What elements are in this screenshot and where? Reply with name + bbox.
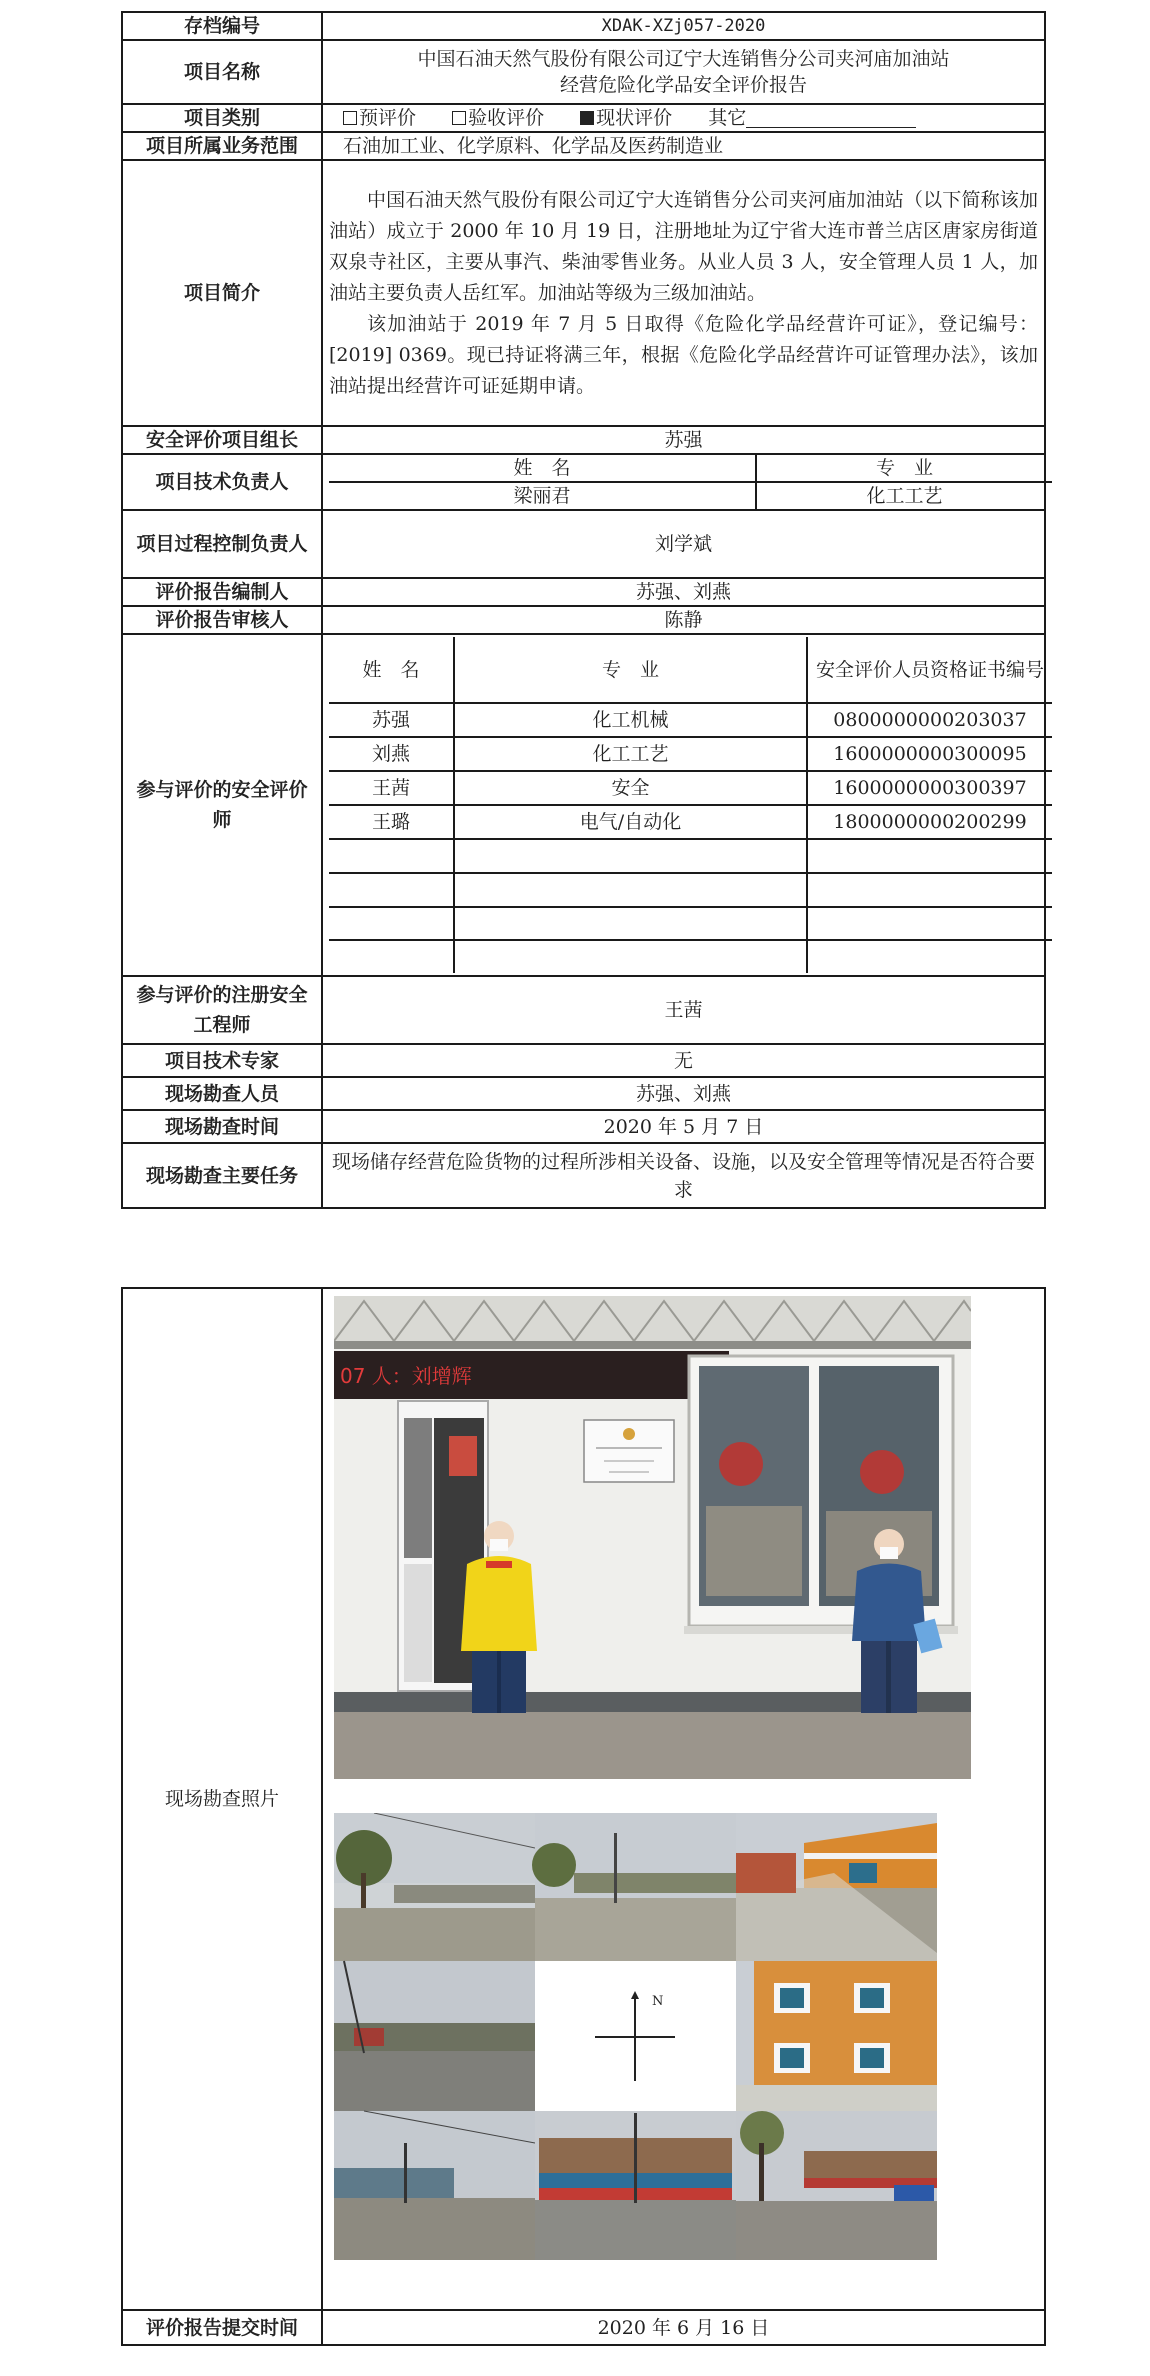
grid-photo-3: [736, 1813, 937, 1961]
expert-label: 项目技术专家: [122, 1044, 322, 1077]
scope-value: 石油加工业、化学原料、化学品及医药制造业: [322, 132, 1045, 160]
checkbox-icon: [343, 111, 357, 125]
reviewer-label: 评价报告审核人: [122, 606, 322, 634]
table-row: [329, 940, 1052, 973]
evaluators-cell: [322, 634, 1045, 976]
project-name-label: 项目名称: [122, 40, 322, 104]
survey-task-label: 现场勘查主要任务: [122, 1143, 322, 1208]
tech-lead-cell: [322, 454, 1045, 510]
grid-photo-2: [532, 1813, 736, 1961]
leader-label: 安全评价项目组长: [122, 426, 322, 454]
intro-paragraph-2: 该加油站于 2019 年 7 月 5 日取得《危险化学品经营许可证》，登记编号：[2019] 0369。现已持证将满三年，根据《危险化学品经营许可证管理办法》，该加油站提出经营许可证延期申请。: [329, 312, 1038, 397]
process-control-label: 项目过程控制负责人: [122, 510, 322, 578]
evaluators-label: 参与评价的安全评价师: [122, 634, 322, 976]
process-control-value: 刘学斌: [322, 510, 1045, 578]
safety-engineer-value: 王茜: [322, 976, 1045, 1044]
grid-photo-4: [334, 1961, 535, 2111]
intro-label: 项目简介: [122, 160, 322, 426]
grid-photo-9: [736, 2111, 937, 2260]
category-options: [322, 104, 1045, 132]
evaluator-cert-header: 安全评价人员资格证书编号: [807, 637, 1052, 703]
blank-underline: [746, 107, 916, 128]
evaluators-table: [329, 637, 1052, 973]
grid-photo-8: [535, 2111, 736, 2260]
archive-label: 存档编号: [122, 12, 322, 40]
table-row: 刘燕 化工工艺 1600000000300095: [329, 737, 1052, 771]
table-row: [329, 873, 1052, 907]
scope-label: 项目所属业务范围: [122, 132, 322, 160]
storefront-photo-drawing: [334, 1296, 971, 1779]
survey-people-label: 现场勘查人员: [122, 1077, 322, 1110]
archive-number: XDAK-XZj057-2020: [322, 12, 1045, 40]
tech-lead-name-header: 姓 名: [329, 455, 756, 482]
tech-lead-label: 项目技术负责人: [122, 454, 322, 510]
checked-checkbox-icon: [580, 111, 594, 125]
safety-engineer-label: 参与评价的注册安全工程师: [122, 976, 322, 1044]
table-row: 苏强 化工机械 0800000000203037: [329, 703, 1052, 737]
intro-paragraph-1: 中国石油天然气股份有限公司辽宁大连销售分公司夹河庙加油站（以下简称该加油站）成立于 2000 年 10 月 19 日，注册地址为辽宁省大连市普兰店区唐家房街道双泉寺社区，主要从事汽、柴油零售业务。从业人员 3 人，安全管理人员 1 人，加油站主要负责人岳红军。加油站等级为三级加油站。: [329, 188, 1038, 304]
category-label: 项目类别: [122, 104, 322, 132]
grid-photo-6: [736, 1961, 937, 2111]
expert-value: 无: [322, 1044, 1045, 1077]
reviewer-value: 陈静: [322, 606, 1045, 634]
checkbox-icon: [452, 111, 466, 125]
editor-label: 评价报告编制人: [122, 578, 322, 606]
evaluator-name-header: 姓 名: [329, 637, 454, 703]
grid-photo-7: [334, 2111, 535, 2260]
photo-grid-drawing: [334, 1813, 937, 2260]
tech-lead-major: 化工工艺: [756, 482, 1052, 509]
editor-value: 苏强、刘燕: [322, 578, 1045, 606]
survey-time-label: 现场勘查时间: [122, 1110, 322, 1143]
led-sign-text: 07 人：刘增辉: [340, 1364, 472, 1388]
survey-people-value: 苏强、刘燕: [322, 1077, 1045, 1110]
project-name-line1: 中国石油天然气股份有限公司辽宁大连销售分公司夹河庙加油站: [417, 48, 950, 70]
compass-north-label: N: [652, 1994, 664, 2009]
evaluator-major-header: 专 业: [454, 637, 807, 703]
table-row: [329, 907, 1052, 940]
table-row: 王璐 电气/自动化 1800000000200299: [329, 805, 1052, 839]
photos-label: 现场勘查照片: [122, 1288, 322, 2310]
grid-photo-5-compass: [535, 1961, 736, 2111]
project-info-table: [121, 11, 1046, 1209]
grid-photo-1: [334, 1813, 535, 1961]
table-row: 王茜 安全 1600000000300397: [329, 771, 1052, 805]
leader-value: 苏强: [322, 426, 1045, 454]
survey-time-value: 2020 年 5 月 7 日: [322, 1110, 1045, 1143]
intro-text: [322, 160, 1045, 426]
tech-lead-table: [329, 455, 1052, 509]
tech-lead-name: 梁丽君: [329, 482, 756, 509]
category-current: 现状评价: [580, 107, 672, 129]
category-other: 其它: [708, 107, 916, 129]
submit-label: 评价报告提交时间: [122, 2310, 322, 2345]
table-row: [329, 839, 1052, 873]
category-acceptance: 验收评价: [452, 107, 544, 129]
photo-grid: [334, 1813, 937, 2260]
tech-lead-major-header: 专 业: [756, 455, 1052, 482]
survey-task-value: 现场储存经营危险货物的过程所涉相关设备、设施，以及安全管理等情况是否符合要求: [322, 1143, 1045, 1208]
project-name: [322, 40, 1045, 104]
project-name-line2: 经营危险化学品安全评价报告: [559, 74, 807, 96]
storefront-photo: [334, 1296, 971, 1779]
evaluators-header-row: [329, 637, 1052, 703]
submit-value: 2020 年 6 月 16 日: [322, 2310, 1045, 2345]
category-pre-eval: 预评价: [343, 107, 416, 129]
